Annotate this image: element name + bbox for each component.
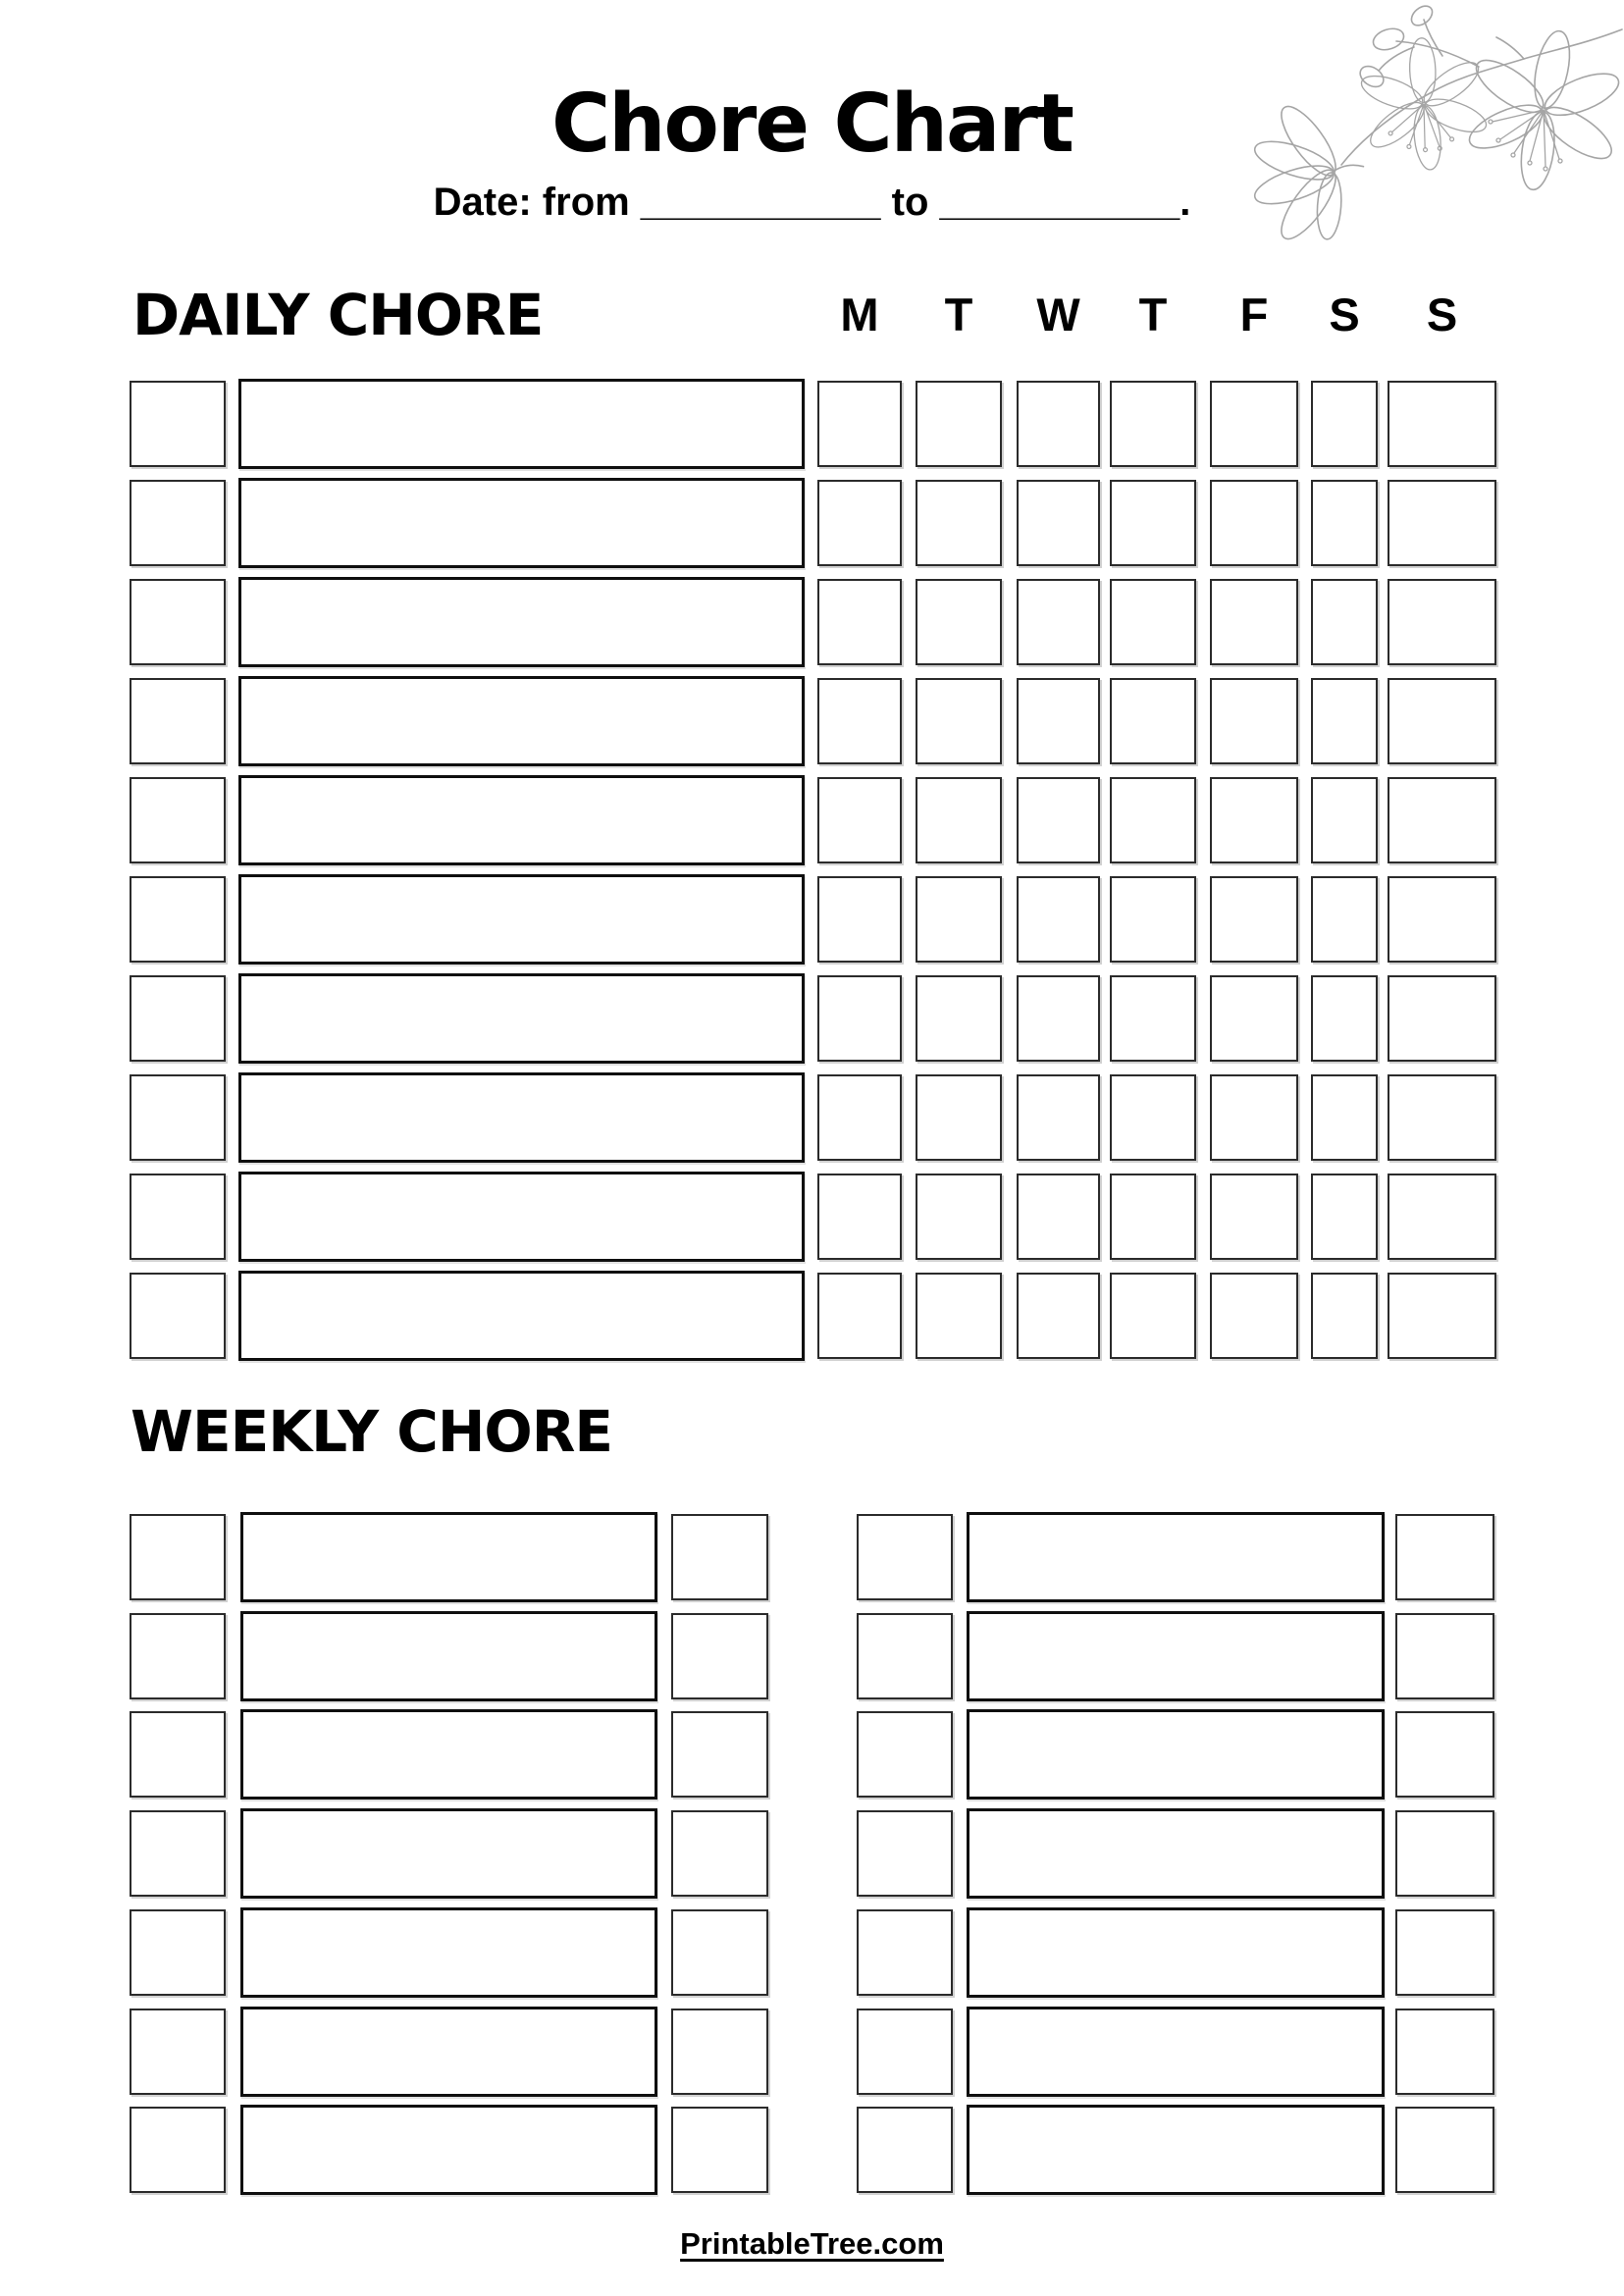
page-title: Chore Chart xyxy=(550,78,1074,171)
weekly-chore-input-box[interactable] xyxy=(967,1709,1385,1800)
weekly-done-checkbox[interactable] xyxy=(671,1514,768,1600)
weekly-checkbox[interactable] xyxy=(857,1711,953,1798)
weekly-chore-input-box[interactable] xyxy=(240,1512,657,1602)
weekly-chore-input-box[interactable] xyxy=(967,1808,1385,1899)
weekly-checkbox[interactable] xyxy=(857,1514,953,1600)
day-header-3: T xyxy=(1138,288,1168,340)
weekly-done-checkbox[interactable] xyxy=(671,1909,768,1996)
day-header-0: M xyxy=(840,288,879,340)
weekly-done-checkbox[interactable] xyxy=(671,1613,768,1699)
date-line: Date: from ___________ to ___________. xyxy=(433,181,1191,224)
weekly-done-checkbox[interactable] xyxy=(671,1810,768,1897)
weekly-done-checkbox[interactable] xyxy=(1395,1810,1494,1897)
weekly-done-checkbox[interactable] xyxy=(1395,1613,1494,1699)
weekly-done-checkbox[interactable] xyxy=(671,1711,768,1798)
weekly-chore-input-box[interactable] xyxy=(240,2007,657,2097)
weekly-checkbox[interactable] xyxy=(857,2107,953,2193)
day-header-1: T xyxy=(944,288,973,340)
weekly-chore-input-box[interactable] xyxy=(967,2105,1385,2195)
day-header-2: W xyxy=(1036,288,1080,340)
weekly-checkbox[interactable] xyxy=(857,1613,953,1699)
weekly-chore-input-box[interactable] xyxy=(240,1611,657,1701)
weekly-chore-input-box[interactable] xyxy=(240,2105,657,2195)
weekly-checkbox[interactable] xyxy=(130,2107,226,2193)
weekly-chore-input-box[interactable] xyxy=(967,2007,1385,2097)
footer xyxy=(0,2225,1624,2262)
weekly-done-checkbox[interactable] xyxy=(1395,1909,1494,1996)
weekly-checkbox[interactable] xyxy=(857,2009,953,2095)
day-header-4: F xyxy=(1239,288,1269,340)
day-header-5: S xyxy=(1329,288,1360,340)
weekly-chore-input-box[interactable] xyxy=(240,1808,657,1899)
weekly-chore-input-box[interactable] xyxy=(240,1709,657,1800)
weekly-checkbox[interactable] xyxy=(130,2009,226,2095)
daily-chore-heading: DAILY CHORE xyxy=(132,282,544,348)
weekly-done-checkbox[interactable] xyxy=(1395,2107,1494,2193)
day-header-6: S xyxy=(1426,288,1458,340)
weekly-done-checkbox[interactable] xyxy=(1395,2009,1494,2095)
weekly-checkbox[interactable] xyxy=(857,1810,953,1897)
weekly-chore-input-box[interactable] xyxy=(967,1611,1385,1701)
weekly-checkbox[interactable] xyxy=(130,1909,226,1996)
weekly-chore-input-box[interactable] xyxy=(967,1512,1385,1602)
weekly-chore-input-box[interactable] xyxy=(967,1907,1385,1998)
weekly-checkbox[interactable] xyxy=(130,1613,226,1699)
weekly-done-checkbox[interactable] xyxy=(671,2107,768,2193)
weekly-chore-heading: WEEKLY CHORE xyxy=(131,1398,612,1465)
footer-site-link[interactable]: PrintableTree.com xyxy=(680,2226,944,2261)
weekly-checkbox[interactable] xyxy=(130,1711,226,1798)
weekly-checkbox[interactable] xyxy=(857,1909,953,1996)
weekly-done-checkbox[interactable] xyxy=(1395,1514,1494,1600)
weekly-done-checkbox[interactable] xyxy=(1395,1711,1494,1798)
weekly-done-checkbox[interactable] xyxy=(671,2009,768,2095)
weekly-chore-input-box[interactable] xyxy=(240,1907,657,1998)
weekly-checkbox[interactable] xyxy=(130,1514,226,1600)
weekly-checkbox[interactable] xyxy=(130,1810,226,1897)
